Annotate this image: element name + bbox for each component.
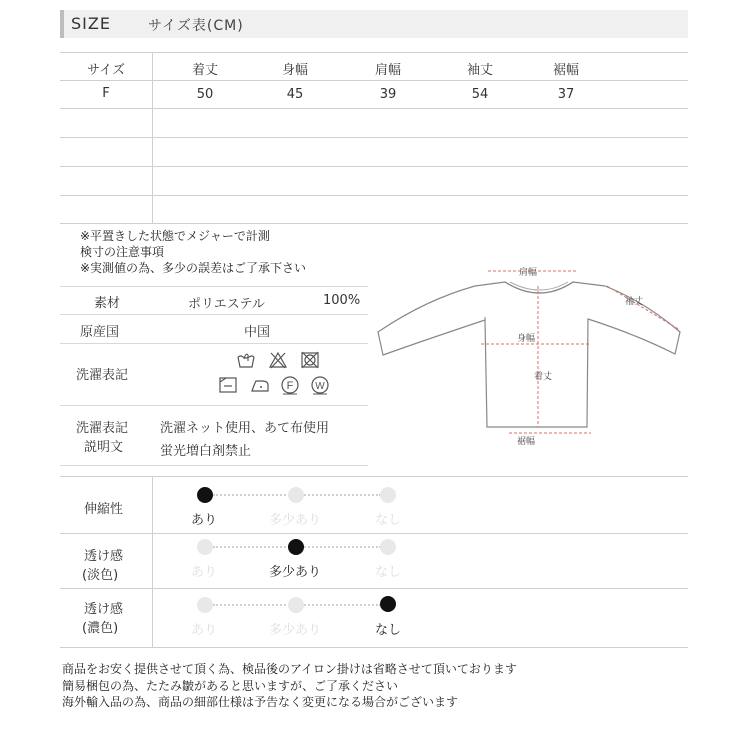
scale-option: なし xyxy=(374,565,401,580)
attr-rule xyxy=(60,533,688,534)
table-col-divider xyxy=(152,52,153,223)
scale-option-selected: 多少あり xyxy=(268,565,321,580)
scale-dot xyxy=(380,487,396,503)
attr-rule xyxy=(60,476,688,477)
table-header-cell: 裾幅 xyxy=(552,63,579,78)
table-cell: 45 xyxy=(286,87,304,102)
scale-dot xyxy=(197,597,213,613)
line-dry-shade-icon xyxy=(218,375,238,395)
scale-dot xyxy=(288,597,304,613)
table-cell: 39 xyxy=(379,87,397,102)
scale-option-selected: あり xyxy=(190,513,217,528)
care-desc-text: 蛍光増白剤禁止 xyxy=(160,444,252,459)
garment-measurement-diagram xyxy=(375,262,685,452)
info-rule xyxy=(60,465,368,466)
care-desc-label: 洗濯表記 xyxy=(76,421,129,436)
measurement-note: ※平置きした状態でメジャーで計測 xyxy=(80,229,270,243)
table-rule xyxy=(60,166,688,167)
scale-dot-selected xyxy=(380,596,396,612)
info-rule xyxy=(60,286,368,287)
material-percent: 100% xyxy=(323,293,361,308)
no-tumble-dry-icon xyxy=(300,350,320,370)
attr-rule xyxy=(60,588,688,589)
care-desc-text: 洗濯ネット使用、あて布使用 xyxy=(160,421,330,436)
scale-dot xyxy=(197,539,213,555)
scale-dot-selected xyxy=(288,539,304,555)
scale-option: あり xyxy=(190,623,217,638)
table-cell: F xyxy=(102,86,110,101)
scale-option: 多少あり xyxy=(268,513,321,528)
origin-label: 原産国 xyxy=(80,325,120,340)
table-cell: 50 xyxy=(196,87,214,102)
table-rule xyxy=(60,80,688,81)
footer-note: 商品をお安く提供させて頂く為、検品後のアイロン掛けは省略させて頂いております xyxy=(62,662,517,676)
attr-col-divider xyxy=(152,476,153,647)
care-desc-label: 説明文 xyxy=(84,440,124,455)
origin-value: 中国 xyxy=(244,325,271,340)
material-label: 素材 xyxy=(94,296,121,311)
stretch-label: 伸縮性 xyxy=(84,502,124,517)
sheerness-dark-label: 透け感 xyxy=(84,602,124,617)
scale-option: なし xyxy=(374,513,401,528)
body-length-label: 着丈 xyxy=(534,372,553,382)
chest-width-label: 身幅 xyxy=(517,334,536,344)
table-header-cell: 着丈 xyxy=(191,63,218,78)
table-rule xyxy=(60,108,688,109)
header-title: SIZE xyxy=(71,14,111,33)
measurement-note: 検寸の注意事項 xyxy=(80,245,165,259)
scale-option: あり xyxy=(190,565,217,580)
info-rule xyxy=(60,343,368,344)
table-header-cell: サイズ xyxy=(87,63,125,78)
no-bleach-icon xyxy=(268,350,288,370)
info-rule xyxy=(60,405,368,406)
scale-dot-selected xyxy=(197,487,213,503)
info-rule xyxy=(60,314,368,315)
scale-option: 多少あり xyxy=(268,623,321,638)
hand-wash-40-icon xyxy=(236,350,256,370)
sheerness-dark-sublabel: (濃色) xyxy=(82,621,119,636)
wet-clean-w-icon xyxy=(310,375,330,395)
sheerness-light-sublabel: (淡色) xyxy=(82,568,119,583)
scale-dot xyxy=(380,539,396,555)
svg-text:W: W xyxy=(315,381,325,392)
header-subtitle: サイズ表(CM) xyxy=(148,18,244,34)
dry-clean-f-icon xyxy=(280,375,300,395)
table-header-cell: 肩幅 xyxy=(374,63,401,78)
measurement-note: ※実測値の為、多少の誤差はご了承下さい xyxy=(80,261,307,275)
svg-text:F: F xyxy=(286,380,294,392)
table-rule xyxy=(60,223,688,224)
table-cell: 37 xyxy=(557,87,575,102)
material-value: ポリエステル xyxy=(188,297,265,312)
table-header-cell: 袖丈 xyxy=(466,63,493,78)
scale-option-selected: なし xyxy=(374,623,401,638)
footer-note: 海外輸入品の為、商品の細部仕様は予告なく変更になる場合がございます xyxy=(62,695,459,709)
sleeve-length-label: 袖丈 xyxy=(625,297,644,307)
iron-low-icon xyxy=(250,375,270,395)
scale-dot xyxy=(288,487,304,503)
header-accent-bar xyxy=(60,10,64,38)
sheerness-light-label: 透け感 xyxy=(84,549,124,564)
care-label: 洗濯表記 xyxy=(76,368,129,383)
shoulder-width-label: 肩幅 xyxy=(519,268,538,278)
table-rule xyxy=(60,52,688,53)
table-rule xyxy=(60,137,688,138)
attr-rule xyxy=(60,647,688,648)
hem-width-label: 裾幅 xyxy=(517,437,536,447)
footer-note: 簡易梱包の為、たたみ皺があると思いますが、ご了承ください xyxy=(62,679,399,693)
table-cell: 54 xyxy=(471,87,489,102)
table-header-cell: 身幅 xyxy=(281,63,308,78)
table-rule xyxy=(60,195,688,196)
